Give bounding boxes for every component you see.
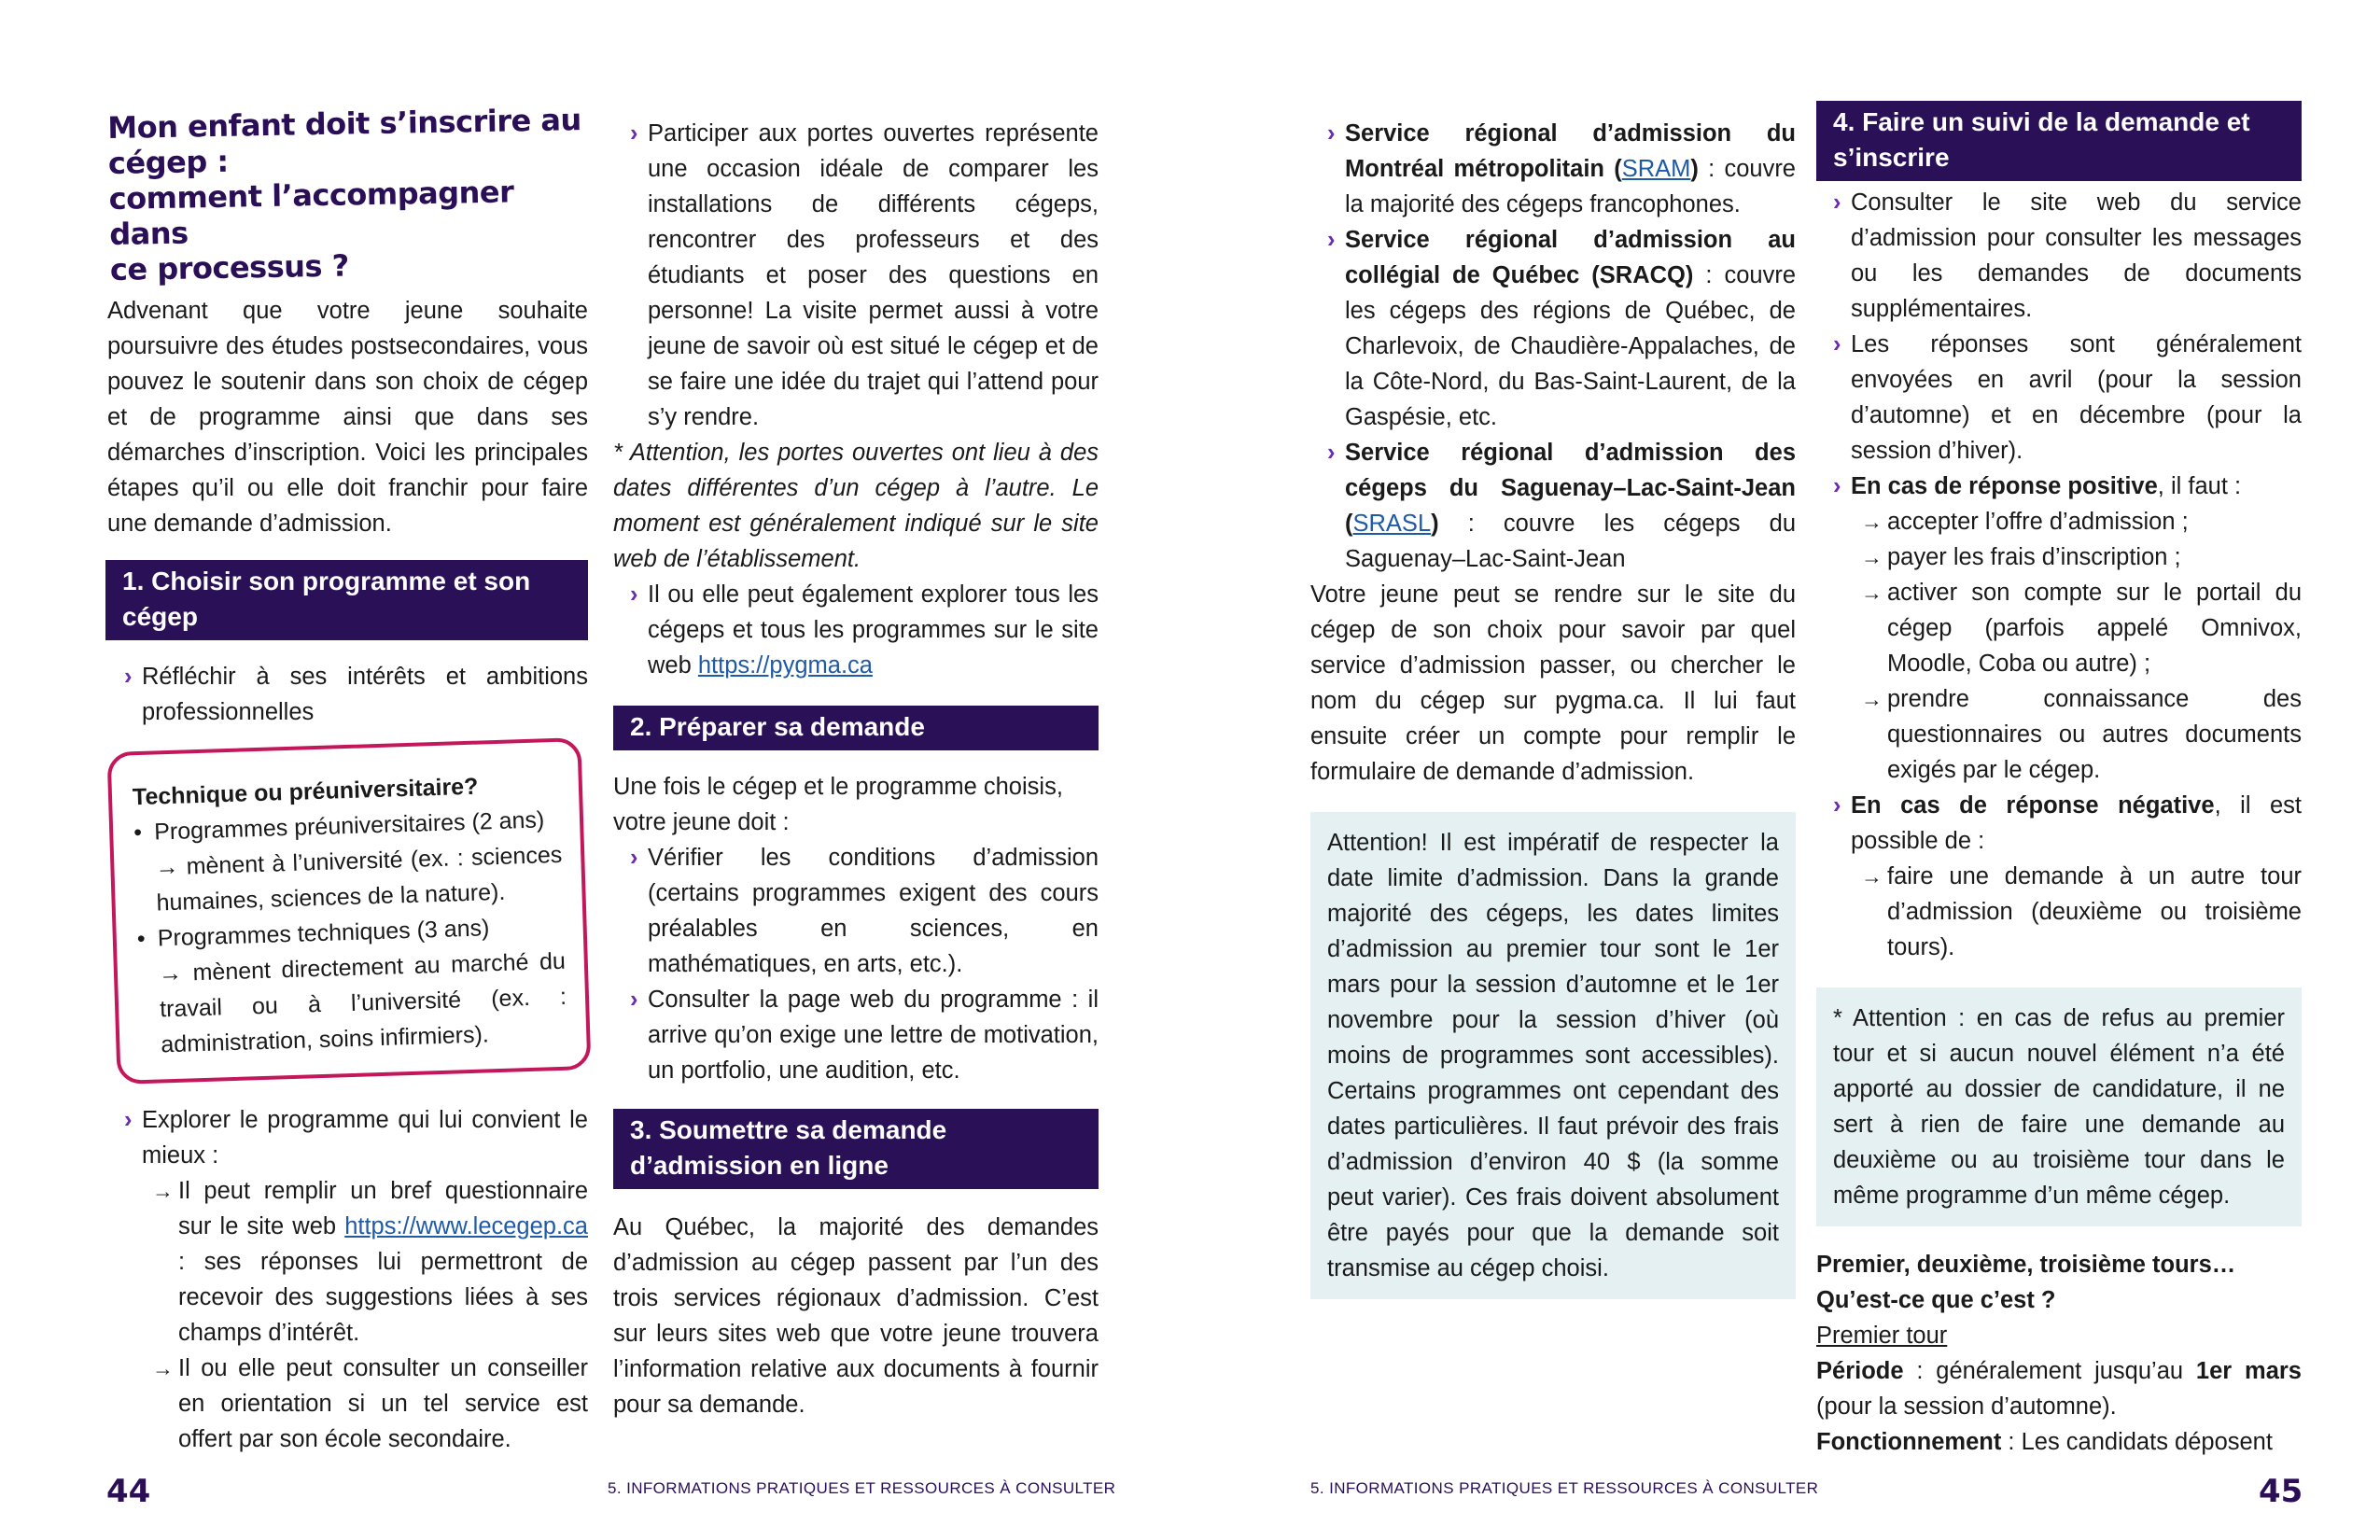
bullet-portes-ouvertes: › Participer aux portes ouvertes représente une occasion idéale de comparer les installations de différents cégeps, rencontrer des professeurs et des étudiants et poser des questions en personne! La visite permet aussi à votre jeune de savoir où est situé le cégep et de se faire une idée du trajet qui l’attend pour s’y rendre.: [613, 116, 1099, 435]
section4-heading: 4. Faire un suivi de la demande et s’inscrire: [1816, 101, 2302, 181]
section2-intro: Une fois le cégep et le programme choisis, votre jeune doit :: [613, 774, 1063, 835]
tours-title-line: Qu’est-ce que c’est ?: [1816, 1287, 2056, 1313]
title-line: ce processus ?: [109, 247, 350, 287]
sram-text: : couvre la majorité des cégeps francophones.: [1345, 156, 1796, 217]
srasl-link[interactable]: SRASL: [1352, 511, 1432, 537]
sram-link[interactable]: SRAM: [1621, 156, 1691, 182]
callout-title: Technique ou préuniversitaire?: [132, 773, 479, 811]
page-number-right: 45: [2259, 1473, 2303, 1510]
title-line: comment l’accompagner dans: [108, 174, 514, 252]
tours-title-line: Premier, deuxième, troisième tours…: [1816, 1252, 2236, 1278]
bullet-explorer: › Explorer le programme qui lui convient le mieux :: [107, 1102, 588, 1173]
srasl-close: ): [1431, 511, 1439, 537]
info-box-refus: * Attention : en cas de refus au premier tour et si aucun nouvel élément n’a été apporté au dossier de candidature, il ne sert à rien de faire une demande au deuxième ou au troisième tour dans le même programme d’un même cégep.: [1816, 987, 2302, 1226]
positive-label: En cas de réponse positive: [1851, 473, 2158, 499]
section2-heading: 2. Préparer sa demande: [613, 706, 1099, 750]
sracq-name: Service régional d’admission au collégial de Québec (SRACQ): [1345, 227, 1796, 288]
negative-label: En cas de réponse négative: [1851, 792, 2215, 819]
callout-technique-preuniversitaire: [107, 737, 592, 1085]
fonctionnement-line: [1816, 1424, 2302, 1460]
section3-heading: 3. Soumettre sa demande d’admission en ligne: [613, 1109, 1099, 1189]
arrow-item: → faire une demande à un autre tour d’admission (deuxième ou troisième tours).: [1816, 859, 2302, 965]
right-column-4: [1816, 101, 2302, 1460]
bullet-verifier: › Vérifier les conditions d’admission (certains programmes exigent des cours préalables en sciences, en mathématiques, en arts, etc.).: [613, 840, 1099, 982]
info-box-date-limite: Attention! Il est impératif de respecter la date limite d’admission. Dans la grande majorité des cégeps, les dates limites d’admission au premier tour sont le 1er mars pour la session d’automne et le 1er novembre pour la session d’hiver (où moins de programmes sont accessibles). Certains programmes ont cependant des dates particulières. Il faut prévoir des frais d’admission d’environ 40 $ (la somme peut varier). Ces frais doivent absolument être payés pour que la demande soit transmise au cégep choisi.: [1310, 812, 1796, 1299]
bullet-text: Il ou elle peut également explorer tous les cégeps et tous les programmes sur le site web: [648, 581, 1099, 679]
bullet-reponse-negative: [1816, 788, 2302, 859]
page-title: [107, 102, 591, 287]
fonctionnement-label: Fonctionnement: [1816, 1429, 2002, 1455]
positive-text: , il faut :: [2157, 473, 2242, 499]
srasl-name: Service régional d’admission des cégeps du Saguenay–Lac-Saint-Jean (: [1345, 440, 1796, 537]
page-number-left: 44: [106, 1473, 151, 1510]
bullet-reflechir: › Réfléchir à ses intérêts et ambitions professionnelles: [107, 659, 588, 730]
arrow-text: : ses réponses lui permettront de recevoir des suggestions liées à ses champs d’intérêt.: [178, 1249, 588, 1346]
negative-text: , il est possible de :: [1851, 792, 2302, 854]
pygma-link[interactable]: https://pygma.ca: [697, 652, 873, 679]
arrow-item-questionnaire: [107, 1173, 588, 1351]
arrow-item: → activer son compte sur le portail du cégep (parfois appelé Omnivox, Moodle, Coba ou autre) ;: [1816, 575, 2302, 681]
title-line: cégep :: [107, 143, 229, 181]
title-line: Mon enfant doit s’inscrire au: [107, 102, 582, 146]
bullet-sracq: [1310, 222, 1796, 435]
bullet-explorer-cegeps: [613, 577, 1099, 683]
callout-item-detail: → mènent à l’université (ex. : sciences humaines, sciences de la nature).: [154, 841, 563, 917]
callout-item-detail: → mènent directement au marché du travail ou à l’université (ex. : administration, soins infirmiers).: [158, 947, 567, 1058]
section1-heading: 1. Choisir son programme et son cégep: [105, 560, 588, 640]
note-attention: * Attention, les portes ouvertes ont lieu à des dates différentes d’un cégep à l’autre. Le moment est généralement indiqué sur le site web de l’établissement.: [613, 440, 1099, 572]
sram-close: ): [1690, 156, 1699, 182]
srasl-text: : couvre les cégeps du Saguenay–Lac-Saint-Jean: [1345, 511, 1796, 572]
arrow-item: → prendre connaissance des questionnaires ou autres documents exigés par le cégep.: [1816, 681, 2302, 788]
arrow-item: → accepter l’offre d’admission ;: [1816, 504, 2302, 539]
arrow-item: → payer les frais d’inscription ;: [1816, 539, 2302, 575]
intro-paragraph: Advenant que votre jeune souhaite poursuivre des études postsecondaires, vous pouvez le soutenir dans son choix de cégep et de programme ainsi que dans ses démarches d’inscription. Voici les principales étapes qu’il ou elle doit franchir pour faire une demande d’admission.: [107, 298, 588, 537]
bullet-consulter-site: › Consulter le site web du service d’admission pour consulter les messages ou les demandes de documents supplémentaires.: [1816, 185, 2302, 327]
paragraph-choix-cegep: Votre jeune peut se rendre sur le site du cégep de son choix pour savoir par quel service d’admission passer, ou chercher le nom du cégep sur pygma.ca. Il lui faut ensuite créer un compte pour remplir le formulaire de demande d’admission.: [1310, 581, 1796, 785]
tours-title: [1816, 1247, 2302, 1318]
premier-tour-label: Premier tour: [1816, 1323, 1948, 1349]
periode-line: [1816, 1353, 2302, 1424]
left-column-1-lower: [107, 1102, 588, 1457]
callout-item: • Programmes préuniversitaires (2 ans): [133, 802, 562, 850]
section3-text: Au Québec, la majorité des demandes d’admission au cégep passent par l’un des trois services régionaux d’admission. C’est sur leurs sites web que votre jeune trouvera l’information relative aux documents à fournir pour sa demande.: [613, 1214, 1099, 1418]
arrow-text: Il peut remplir un bref questionnaire sur le site web: [178, 1178, 588, 1239]
left-column-1: [107, 102, 588, 730]
fonctionnement-text: : Les candidats déposent: [2001, 1429, 2273, 1455]
sracq-text: : couvre les cégeps des régions de Québec, de Charlevoix, de Chaudière-Appalaches, de la Côte-Nord, du Bas-Saint-Laurent, de la Gaspésie, etc.: [1345, 262, 1797, 430]
periode-date: 1er mars: [2195, 1358, 2302, 1384]
bullet-reponse-positive: [1816, 469, 2302, 504]
lecegep-link[interactable]: https://www.lecegep.ca: [344, 1213, 588, 1239]
bullet-sram: [1310, 116, 1796, 222]
bullet-reponses: › Les réponses sont généralement envoyées en avril (pour la session d’automne) et en décembre (pour la session d’hiver).: [1816, 327, 2302, 469]
footer-left: 5. INFORMATIONS PRATIQUES ET RESSOURCES À CONSULTER: [608, 1479, 1116, 1497]
arrow-item-conseiller: → Il ou elle peut consulter un conseiller en orientation si un tel service est offert par son école secondaire.: [107, 1351, 588, 1457]
callout-item: • Programmes techniques (3 ans): [136, 908, 565, 957]
footer-right: 5. INFORMATIONS PRATIQUES ET RESSOURCES À CONSULTER: [1310, 1479, 1819, 1497]
right-column-3: [1310, 116, 1796, 1299]
periode-label: Période: [1816, 1358, 1904, 1384]
bullet-consulter-page: › Consulter la page web du programme : il arrive qu’on exige une lettre de motivation, un portfolio, une audition, etc.: [613, 982, 1099, 1088]
left-column-2: [613, 116, 1099, 1422]
periode-text: : généralement jusqu’au: [1903, 1358, 2196, 1384]
periode-text: (pour la session d’automne).: [1816, 1393, 2117, 1420]
bullet-srasl: [1310, 435, 1796, 577]
sram-name: Service régional d’admission du Montréal métropolitain (: [1345, 120, 1796, 182]
